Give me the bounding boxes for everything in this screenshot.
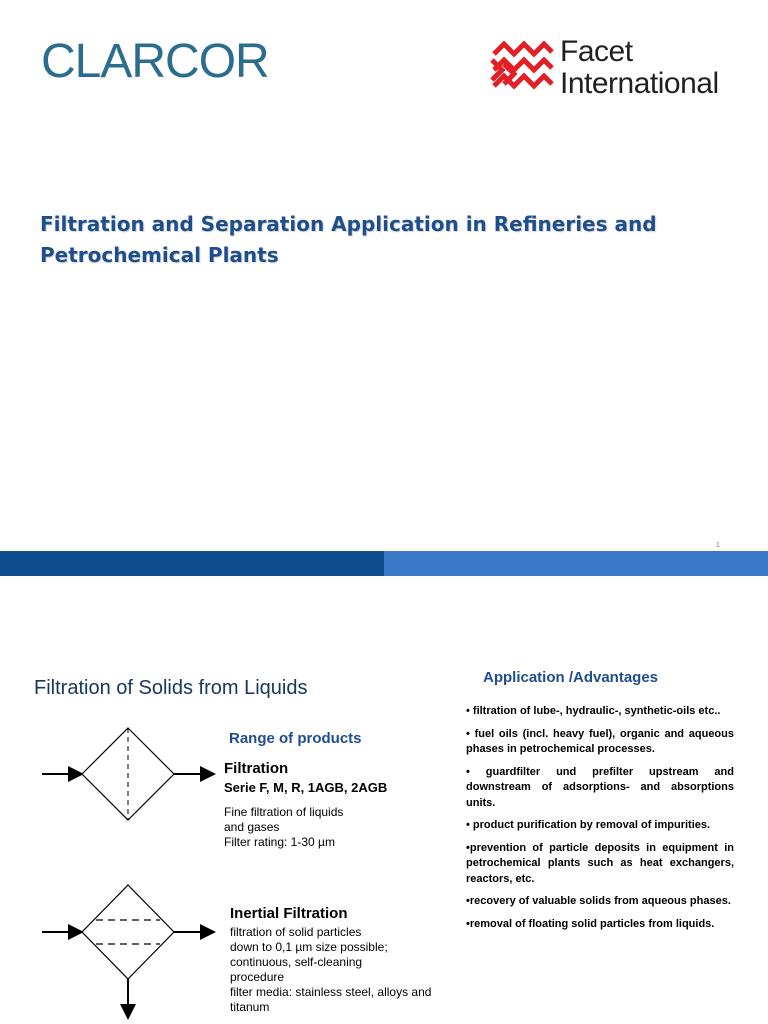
facet-logo-mark-icon xyxy=(490,40,554,98)
advantage-item: •recovery of valuable solids from aqueous phases. xyxy=(466,895,731,907)
facet-logo-line2: International xyxy=(560,67,719,100)
inertial-desc-line: filter media: stainless steel, alloys and xyxy=(230,985,432,999)
filtration-series: Serie F, M, R, 1AGB, 2AGB xyxy=(224,780,388,795)
filtration-desc-line: Fine filtration of liquids xyxy=(224,805,344,819)
filtration-heading: Filtration xyxy=(224,760,289,777)
footer-band-dark xyxy=(0,551,384,576)
filtration-description xyxy=(224,805,424,850)
range-of-products-heading: Range of products xyxy=(229,730,362,747)
slide2-title: Filtration of Solids from Liquids xyxy=(34,677,308,699)
inertial-filtration-symbol-icon xyxy=(42,885,214,1018)
advantage-item: • fuel oils (incl. heavy fuel), organic and aqueous phases in petrochemical processes. xyxy=(466,727,734,755)
facet-logo-line1: Facet xyxy=(560,35,633,68)
page-number: 1 xyxy=(716,542,720,549)
clarcor-logo: CLARCOR xyxy=(41,35,269,88)
inertial-heading: Inertial Filtration xyxy=(230,905,348,922)
advantages-heading: Application /Advantages xyxy=(483,669,659,686)
advantage-item: •prevention of particle deposits in equipment in petrochemical plants such as heat exchangers, reactors, etc. xyxy=(466,841,734,885)
advantage-item: •removal of floating solid particles from liquids. xyxy=(466,917,715,930)
inertial-desc-line: down to 0,1 µm size possible; xyxy=(230,940,388,954)
advantage-item: • filtration of lube-, hydraulic-, synthetic-oils etc.. xyxy=(466,705,721,717)
filter-diagrams xyxy=(38,720,218,1024)
filtration-product xyxy=(224,760,424,850)
inertial-description xyxy=(230,925,460,1015)
inertial-filtration-product xyxy=(230,905,460,1015)
filtration-desc-line: Filter rating: 1-30 µm xyxy=(224,835,335,849)
advantages-list xyxy=(466,704,734,939)
filtration-desc-line: and gases xyxy=(224,820,280,834)
inertial-desc-line: filtration of solid particles xyxy=(230,925,362,939)
inertial-desc-line: continuous, self-cleaning xyxy=(230,955,363,969)
advantage-item: • guardfilter und prefilter upstream and downstream of adsorptions- and absorptions units. xyxy=(466,765,734,809)
filtration-symbol-icon xyxy=(42,728,214,820)
inertial-desc-line: procedure xyxy=(230,970,285,984)
inertial-desc-line: titanum xyxy=(230,1000,270,1014)
facet-international-logo xyxy=(560,36,719,100)
footer-band-light xyxy=(384,551,768,576)
advantage-item: • product purification by removal of impurities. xyxy=(466,819,711,831)
slide-title: Filtration and Separation Application in Refineries and Petrochemical Plants xyxy=(40,212,657,267)
